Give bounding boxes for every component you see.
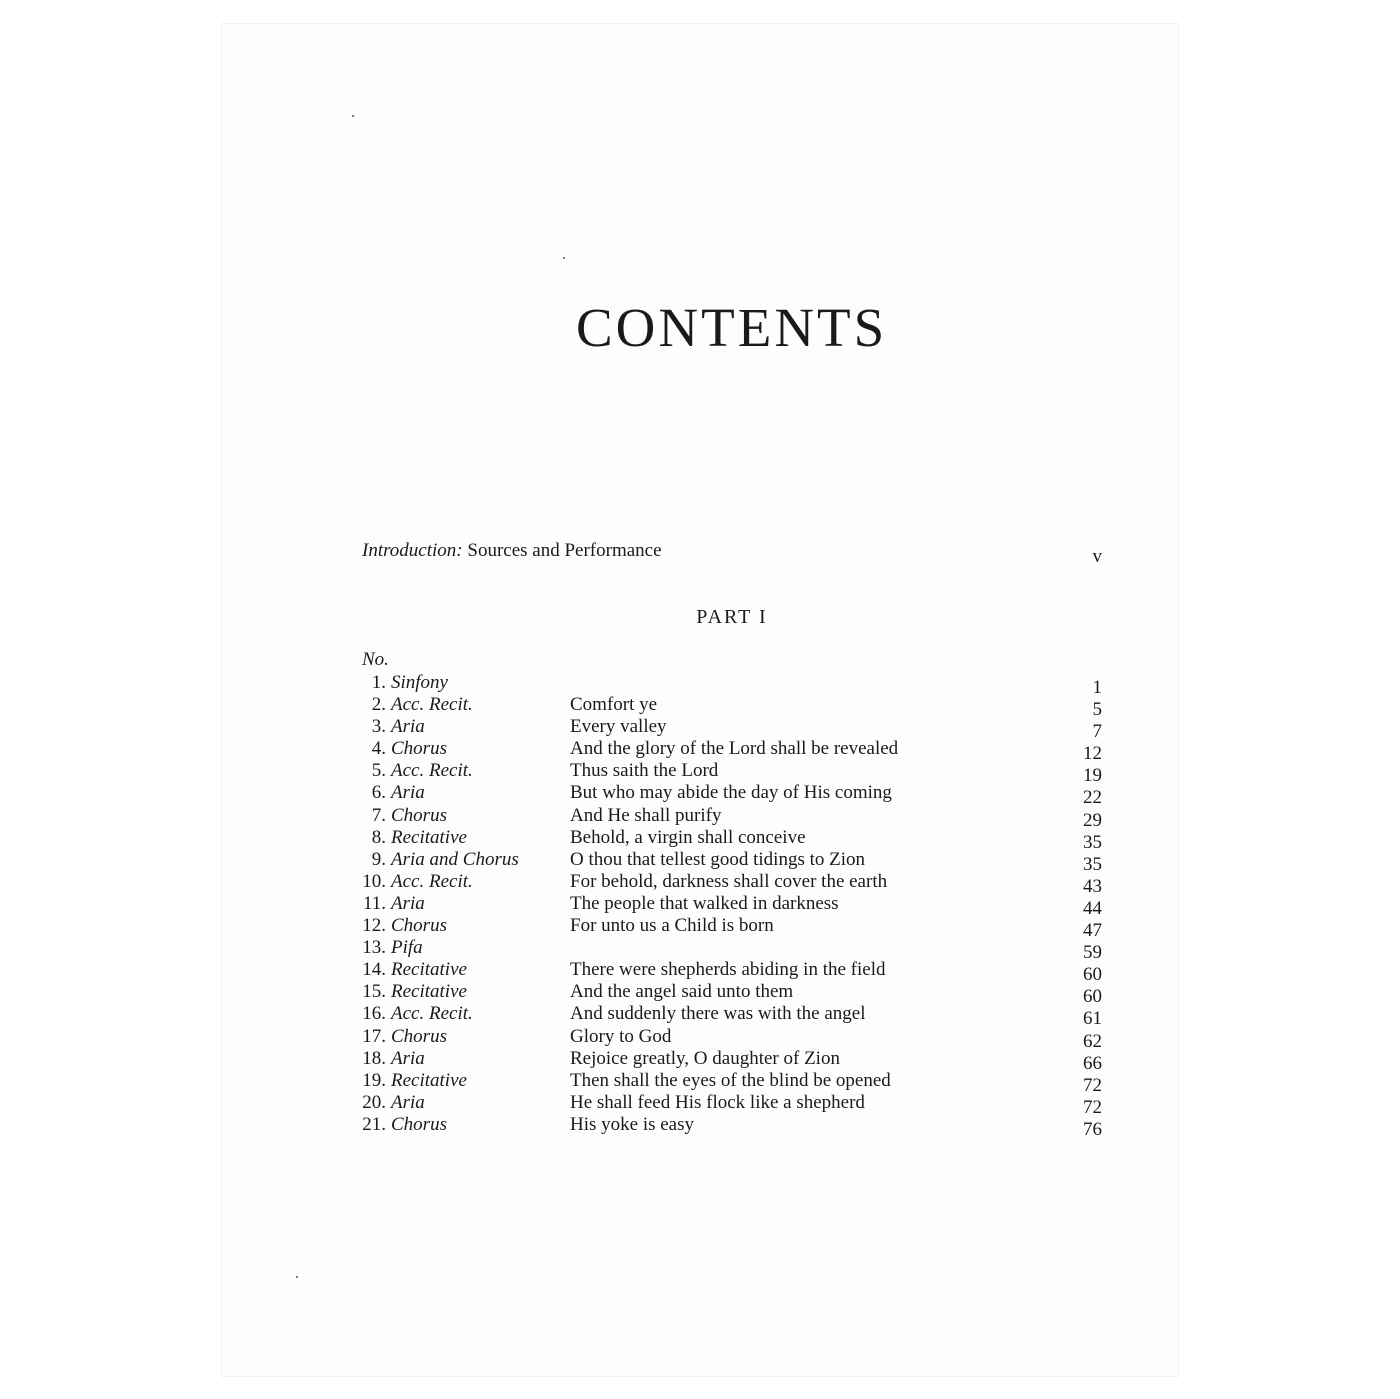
- entry-number: 1.: [371, 672, 386, 693]
- contents-entry[interactable]: [358, 760, 1102, 787]
- entry-title: Then shall the eyes of the blind be opened: [570, 1069, 891, 1091]
- entry-number: 17.: [362, 1025, 386, 1047]
- entry-number: 8.: [371, 826, 386, 848]
- contents-entry[interactable]: [358, 1003, 1102, 1030]
- contents-entry[interactable]: [358, 870, 1102, 897]
- entry-page-number: 66: [1083, 1052, 1102, 1074]
- entry-number: 3.: [371, 716, 386, 738]
- entry-form: Chorus: [391, 804, 447, 826]
- entry-page-number: 47: [1083, 920, 1102, 942]
- contents-entry[interactable]: [358, 716, 1102, 743]
- contents-entry[interactable]: [358, 738, 1102, 765]
- entry-form: Recitative: [391, 981, 467, 1003]
- contents-entry[interactable]: [358, 826, 1102, 853]
- entry-number: 14.: [362, 959, 386, 981]
- contents-entry[interactable]: [358, 937, 1102, 964]
- paper-speck: [352, 115, 354, 117]
- entry-number: 2.: [371, 694, 386, 716]
- entry-page-number: 72: [1083, 1096, 1102, 1118]
- entry-title: Comfort ye: [570, 694, 658, 716]
- entry-form: Acc. Recit.: [391, 760, 473, 782]
- entry-form: Aria: [391, 1091, 425, 1113]
- entry-title: There were shepherds abiding in the field: [570, 959, 886, 981]
- entry-title: And the glory of the Lord shall be revealed: [570, 738, 899, 760]
- entry-title: And suddenly there was with the angel: [570, 1003, 866, 1025]
- entry-number: 13.: [362, 937, 386, 959]
- introduction-entry[interactable]: [362, 540, 1102, 567]
- part-heading: PART I: [696, 606, 768, 628]
- contents-entry[interactable]: [358, 915, 1102, 942]
- entry-number: 12.: [362, 915, 386, 937]
- paper-speck: [563, 257, 565, 259]
- introduction-text: Sources and Performance: [462, 540, 662, 561]
- entry-page-number: 62: [1083, 1030, 1102, 1052]
- entry-form: Sinfony: [391, 672, 448, 693]
- entry-title: Thus saith the Lord: [570, 760, 719, 782]
- entry-form: Aria: [391, 716, 425, 738]
- contents-list: [358, 672, 1102, 1140]
- entry-title: Glory to God: [570, 1025, 672, 1047]
- contents-entry[interactable]: [358, 1091, 1102, 1118]
- entry-form: Chorus: [391, 1025, 447, 1047]
- entry-title: But who may abide the day of His coming: [570, 782, 892, 804]
- entry-form: Pifa: [391, 937, 423, 959]
- entry-title: O thou that tellest good tidings to Zion: [570, 848, 866, 870]
- contents-entry[interactable]: [358, 981, 1102, 1008]
- entry-form: Aria and Chorus: [391, 848, 519, 870]
- page-title: CONTENTS: [576, 297, 888, 358]
- entry-title: Behold, a virgin shall conceive: [570, 826, 806, 848]
- number-column-label: No.: [362, 649, 389, 670]
- entry-form: Recitative: [391, 826, 467, 848]
- entry-form: Chorus: [391, 1113, 447, 1135]
- entry-page-number: 59: [1083, 942, 1102, 964]
- entry-form: Acc. Recit.: [391, 694, 473, 716]
- entry-page-number: 35: [1083, 853, 1102, 875]
- entry-page-number: 61: [1083, 1008, 1102, 1030]
- contents-entry[interactable]: [358, 1047, 1102, 1074]
- contents-entry[interactable]: [358, 804, 1102, 831]
- entry-page-number: 12: [1083, 743, 1102, 765]
- entry-number: 6.: [371, 782, 386, 804]
- entry-title: The people that walked in darkness: [570, 892, 839, 914]
- contents-entry[interactable]: [358, 959, 1102, 986]
- entry-page-number: 44: [1083, 897, 1102, 919]
- introduction-page-number: v: [1092, 546, 1102, 567]
- entry-number: 18.: [362, 1047, 386, 1069]
- entry-number: 16.: [362, 1003, 386, 1025]
- entry-title: And He shall purify: [570, 804, 722, 826]
- entry-number: 19.: [362, 1069, 386, 1091]
- entry-form: Aria: [391, 1047, 425, 1069]
- entry-number: 4.: [371, 738, 386, 760]
- contents-entry[interactable]: [358, 782, 1102, 809]
- contents-entry[interactable]: [358, 694, 1102, 721]
- entry-page-number: 35: [1083, 831, 1102, 853]
- entry-page-number: 1: [1092, 677, 1102, 698]
- contents-entry[interactable]: [358, 892, 1102, 919]
- entry-page-number: 60: [1083, 964, 1102, 986]
- entry-page-number: 60: [1083, 986, 1102, 1008]
- entry-form: Aria: [391, 782, 425, 804]
- entry-number: 21.: [362, 1113, 386, 1135]
- introduction-lead: Introduction:: [362, 540, 463, 561]
- entry-title: And the angel said unto them: [570, 981, 794, 1003]
- entry-page-number: 29: [1083, 809, 1102, 831]
- entry-number: 7.: [371, 804, 386, 826]
- entry-form: Acc. Recit.: [391, 870, 473, 892]
- entry-page-number: 43: [1083, 875, 1102, 897]
- entry-page-number: 7: [1092, 721, 1102, 743]
- entry-page-number: 76: [1083, 1118, 1102, 1140]
- paper-speck: [296, 1276, 298, 1278]
- entry-number: 5.: [371, 760, 386, 782]
- contents-entry[interactable]: [358, 848, 1102, 875]
- entry-page-number: 22: [1083, 787, 1102, 809]
- entry-form: Chorus: [391, 738, 447, 760]
- entry-title: For unto us a Child is born: [570, 915, 774, 937]
- contents-entry[interactable]: [358, 672, 1102, 698]
- contents-entry[interactable]: [358, 1113, 1102, 1140]
- contents-entry[interactable]: [358, 1025, 1102, 1052]
- entry-number: 10.: [362, 870, 386, 892]
- entry-number: 20.: [362, 1091, 386, 1113]
- entry-number: 15.: [362, 981, 386, 1003]
- entry-title: Rejoice greatly, O daughter of Zion: [570, 1047, 840, 1069]
- entry-number: 11.: [362, 892, 386, 914]
- entry-title: Every valley: [570, 716, 667, 738]
- entry-number: 9.: [371, 848, 386, 870]
- entry-form: Recitative: [391, 1069, 467, 1091]
- contents-entry[interactable]: [358, 1069, 1102, 1096]
- entry-form: Aria: [391, 892, 425, 914]
- entry-form: Chorus: [391, 915, 447, 937]
- entry-title: He shall feed His flock like a shepherd: [570, 1091, 865, 1113]
- entry-page-number: 5: [1092, 699, 1102, 721]
- entry-page-number: 19: [1083, 765, 1102, 787]
- entry-title: For behold, darkness shall cover the earth: [570, 870, 888, 892]
- entry-form: Recitative: [391, 959, 467, 981]
- entry-page-number: 72: [1083, 1074, 1102, 1096]
- entry-title: His yoke is easy: [570, 1113, 695, 1135]
- entry-form: Acc. Recit.: [391, 1003, 473, 1025]
